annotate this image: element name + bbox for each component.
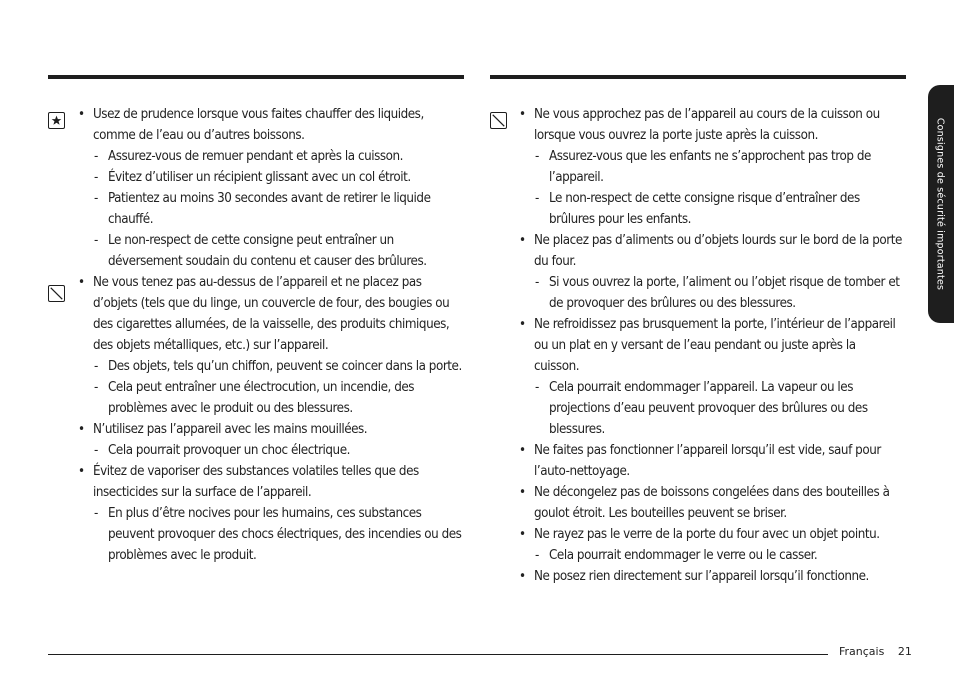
bullet-wet-hands: • N’utilisez pas l’appareil avec les mains mouillées. <box>86 419 462 440</box>
sub-harmful: - En plus d’être nocives pour les humains, ces substances peuvent provoquer des chocs électriques, des incendies ou des problèmes avec le produit. <box>86 503 462 566</box>
sub-children-burns: - Le non-respect de cette consigne risque d’entraîner des brûlures pour les enfants. <box>527 188 903 230</box>
sub-electrocution: - Cela peut entraîner une électrocution, un incendie, des problèmes avec le produit ou des blessures. <box>86 377 462 419</box>
bullet-empty: • Ne faites pas fonctionner l’appareil lorsqu’il est vide, sauf pour l’auto-nettoyage. <box>527 440 903 482</box>
sub-caught-door: - Des objets, tels qu’un chiffon, peuvent se coincer dans la porte. <box>86 356 462 377</box>
bullet-stay-away: • Ne vous approchez pas de l’appareil au cours de la cuisson ou lorsque vous ouvrez la porte juste après la cuisson. <box>527 104 903 146</box>
bullet-frozen: • Ne décongelez pas de boissons congelées dans des bouteilles à goulot étroit. Les bouteilles peuvent se briser. <box>527 482 903 524</box>
sub-steam: - Cela pourrait endommager l’appareil. La vapeur ou les projections d’eau peuvent provoquer des brûlures ou des blessures. <box>527 377 903 440</box>
sub-narrow-neck: - Évitez d’utiliser un récipient glissant avec un col étroit. <box>86 167 462 188</box>
sub-stir: - Assurez-vous de remuer pendant et après la cuisson. <box>86 146 462 167</box>
liquids-section <box>86 104 462 272</box>
sub-spill-burns: - Le non-respect de cette consigne peut entraîner un déversement soudain du contenu et causer des brûlures. <box>86 230 462 272</box>
bullet-cooling: • Ne refroidissez pas brusquement la porte, l’intérieur de l’appareil ou un plat en y versant de l’eau pendant ou juste après la cuisson. <box>527 314 903 377</box>
left-column <box>86 104 462 566</box>
page-footer <box>839 645 912 658</box>
bullet-nothing-on-top: • Ne posez rien directement sur l’appareil lorsqu’il fonctionne. <box>527 566 903 587</box>
footer-language: Français <box>839 645 885 658</box>
sub-wait-30s: - Patientez au moins 30 secondes avant de retirer le liquide chauffé. <box>86 188 462 230</box>
sub-children: - Assurez-vous que les enfants ne s’approchent pas trop de l’appareil. <box>527 146 903 188</box>
objects-section <box>86 272 462 566</box>
top-rule-left <box>48 75 464 79</box>
bullet-scratch: • Ne rayez pas le verre de la porte du four avec un objet pointu. <box>527 524 903 545</box>
bullet-volatile: • Évitez de vaporiser des substances volatiles telles que des insecticides sur la surface de l’appareil. <box>86 461 462 503</box>
bullet-heavy-objects: • Ne placez pas d’aliments ou d’objets lourds sur le bord de la porte du four. <box>527 230 903 272</box>
bullet-liquids: • Usez de prudence lorsque vous faites chauffer des liquides, comme de l’eau ou d’autres boissons. <box>86 104 462 146</box>
sub-shock: - Cela pourrait provoquer un choc électrique. <box>86 440 462 461</box>
bullet-no-objects: • Ne vous tenez pas au-dessus de l’appareil et ne placez pas d’objets (tels que du linge, un couvercle de four, des bougies ou des cigarettes allumées, de la vaisselle, des produits chimiques, des objets métalliques, etc.) sur l’appareil. <box>86 272 462 356</box>
slashed-square-icon <box>490 112 507 129</box>
top-rule-right <box>490 75 906 79</box>
side-tab-label: Consignes de sécurité importantes <box>934 117 946 291</box>
page-number: 21 <box>897 645 912 658</box>
star-in-square-icon <box>48 112 65 129</box>
sub-falling: - Si vous ouvrez la porte, l’aliment ou l’objet risque de tomber et de provoquer des brûlures ou des blessures. <box>527 272 903 314</box>
right-column <box>527 104 903 587</box>
footer-rule <box>48 654 828 655</box>
sub-glass: - Cela pourrait endommager le verre ou le casser. <box>527 545 903 566</box>
slashed-square-icon <box>48 285 65 302</box>
